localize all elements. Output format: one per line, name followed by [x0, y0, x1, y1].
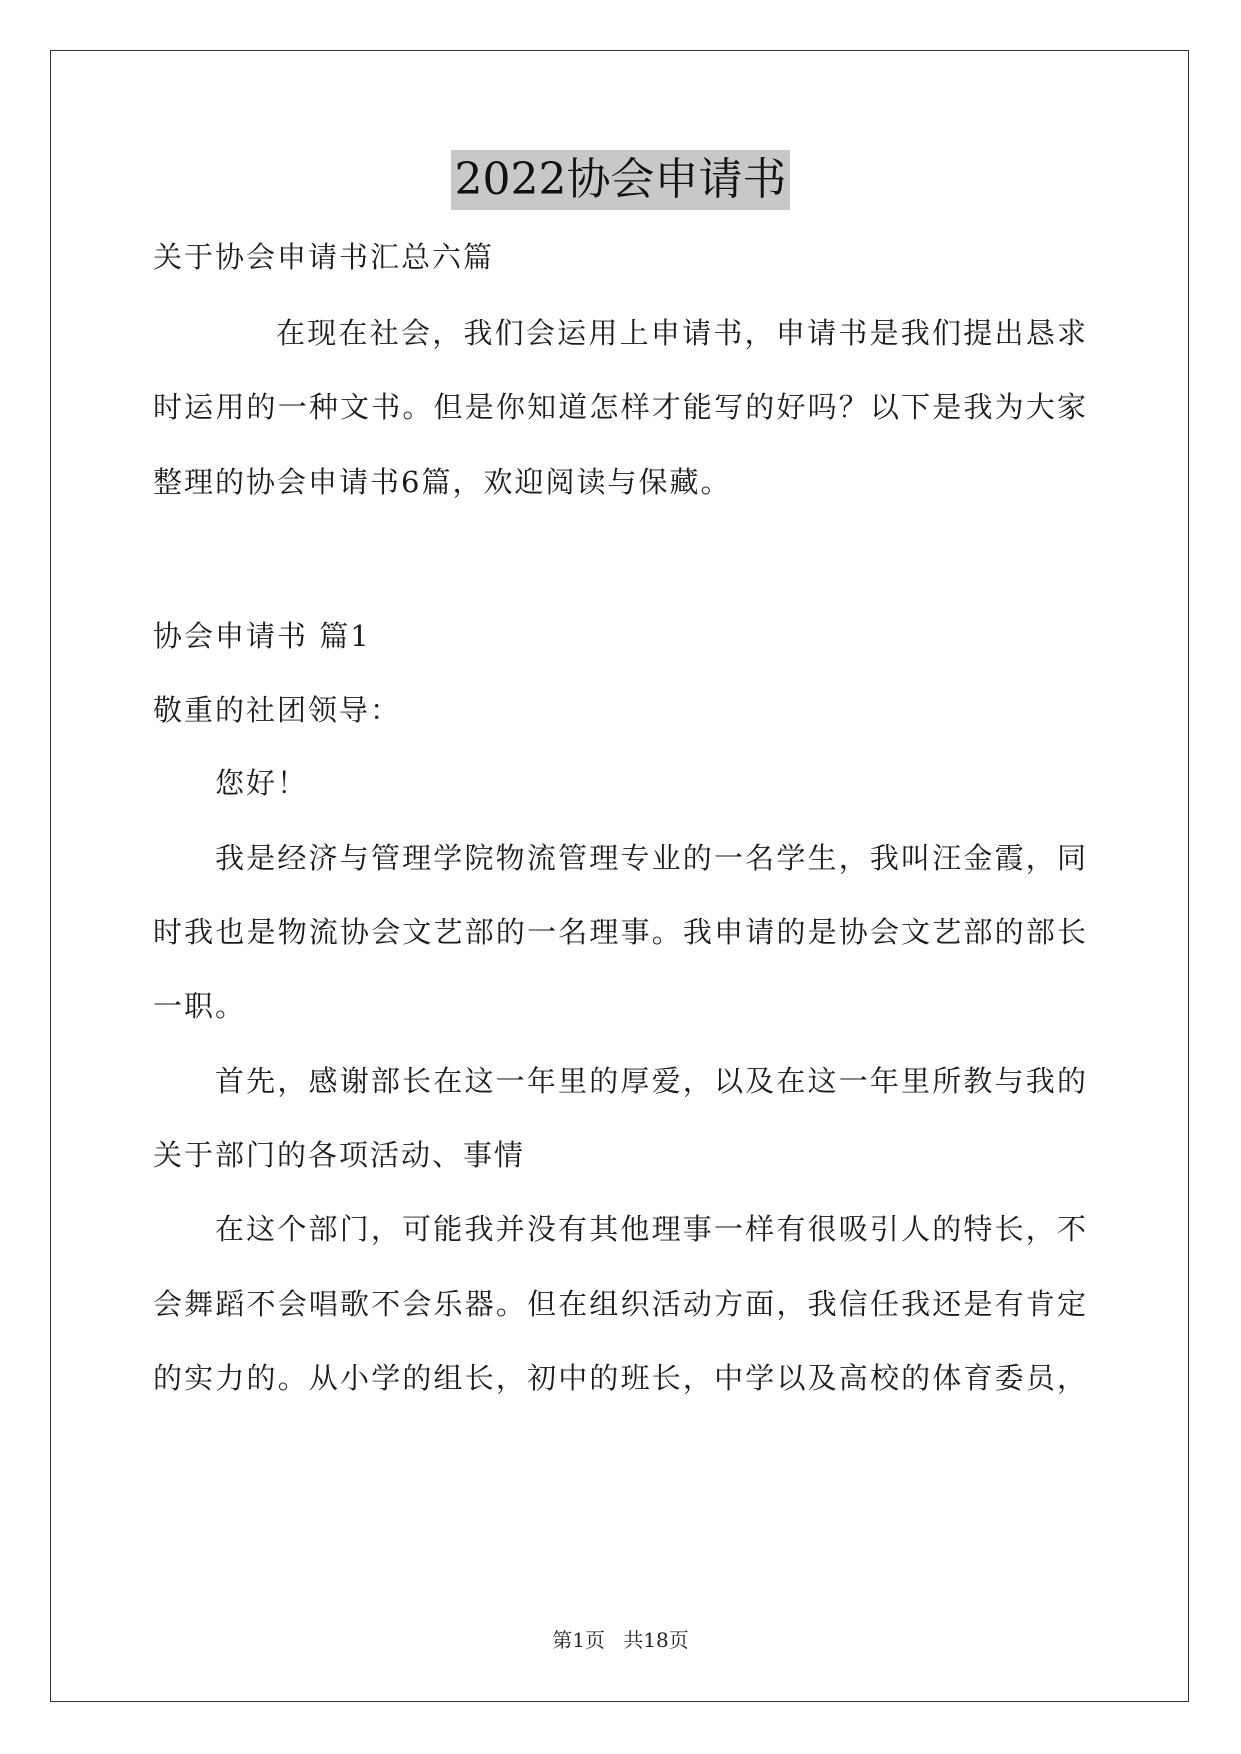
para2-line-2: 关于部门的各项活动、事情 [153, 1138, 526, 1172]
total-page-count: 共18页 [623, 1628, 689, 1652]
salutation: 敬重的社团领导： [153, 693, 402, 727]
para3-line-1: 在这个部门，可能我并没有其他理事一样有很吸引人的特长，不 [215, 1212, 1088, 1246]
current-page-number: 第1页 [552, 1628, 605, 1652]
para3-line-2: 会舞蹈不会唱歌不会乐器。但在组织活动方面，我信任我还是有肯定 [153, 1287, 1088, 1321]
para1-line-2: 时我也是物流协会文艺部的一名理事。我申请的是协会文艺部的部长 [153, 915, 1088, 949]
para1-line-3: 一职。 [153, 989, 247, 1023]
document-subtitle: 关于协会申请书汇总六篇 [153, 240, 495, 274]
greeting: 您好！ [215, 766, 309, 800]
page-footer [0, 1626, 1241, 1654]
document-title: 2022协会申请书 [451, 150, 791, 210]
para3-line-3: 的实力的。从小学的组长，初中的班长，中学以及高校的体育委员， [153, 1361, 1088, 1395]
intro-line-3: 整理的协会申请书6篇，欢迎阅读与保藏。 [153, 465, 732, 499]
section-heading: 协会申请书 篇1 [153, 619, 371, 653]
title-container [0, 150, 1241, 210]
para2-line-1: 首先，感谢部长在这一年里的厚爱，以及在这一年里所教与我的 [215, 1064, 1088, 1098]
intro-line-2: 时运用的一种文书。但是你知道怎样才能写的好吗？以下是我为大家 [153, 390, 1088, 424]
para1-line-1: 我是经济与管理学院物流管理专业的一名学生，我叫汪金霞，同 [215, 841, 1088, 875]
intro-line-1: 在现在社会，我们会运用上申请书，申请书是我们提出恳求 [276, 316, 1088, 350]
